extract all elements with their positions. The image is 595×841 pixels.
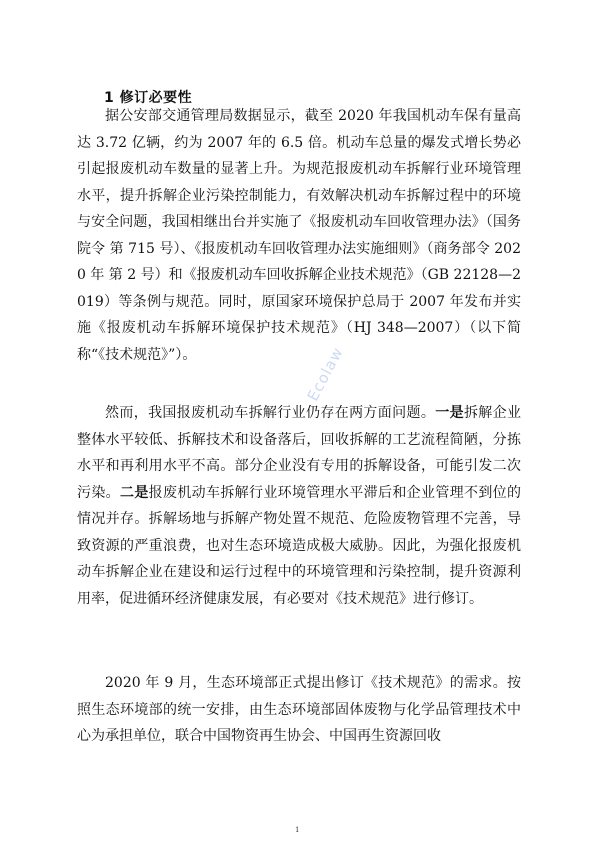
paragraph-2-text-1: 然而，我国报废机动车拆解行业仍存在两方面问题。 [105, 405, 436, 421]
paragraph-2-bold-1: 一是 [435, 405, 464, 421]
page-number: 1 [295, 826, 300, 834]
paragraph-2-text-3: 报废机动车拆解行业环境管理水平滞后和企业管理不到位的情况并存。拆解场地与拆解产物处置不规范、危险废物管理不完善，导致资源的严重浪费，也对生态环境造成极大威胁。因此，为强化报废机动车拆解企业在建设和运行过程中的环境管理和污染控制，提升资源利用率，促进循环经济健康发展，有必要对《技术规范》进行修订。 [77, 484, 522, 607]
watermark: Ecolaw [303, 343, 347, 405]
paragraph-2-bold-2: 二是 [120, 484, 149, 501]
paragraph-2 [77, 400, 521, 612]
paragraph-1: 据公安部交通管理局数据显示，截至 2020 年我国机动车保有量高达 3.72 亿辆，约为 2007 年的 6.5 倍。机动车总量的爆发式增长势必引起报废机动车数量的显著上升。为规范报废机动车拆解行业环境管理水平，提升拆解企业污染控制能力，有效解决机动车拆解过程中的环境与安全问题，我国相继出台并实施了《报废机动车回收管理办法》（国务院令 第 715 号）、《报废机动车回收管理办法实施细则》（商务部令 2020 年 第 2 号）和《报废机动车回收拆解企业技术规范》（GB 22128—2019）等条例与规范。同时，原国家环境保护总局于 2007 年发布并实施《报废机动车拆解环境保护技术规范》（HJ 348—2007）（以下简称“《技术规范》”）。 [77, 108, 521, 363]
paragraph-3: 2020 年 9 月，生态环境部正式提出修订《技术规范》的需求。按照生态环境部的统一安排，由生态环境部固体废物与化学品管理技术中心为承担单位，联合中国物资再生协会、中国再生资源回收 [77, 675, 521, 744]
paragraph-2-text-2: 拆解企业整体水平较低、拆解技术和设备落后，回收拆解的工艺流程简陋，分拣水平和再利用水平不高。部分企业没有专用的拆解设备，可能引发二次污染。 [77, 405, 522, 501]
section-heading: 1 修订必要性 [104, 90, 193, 106]
